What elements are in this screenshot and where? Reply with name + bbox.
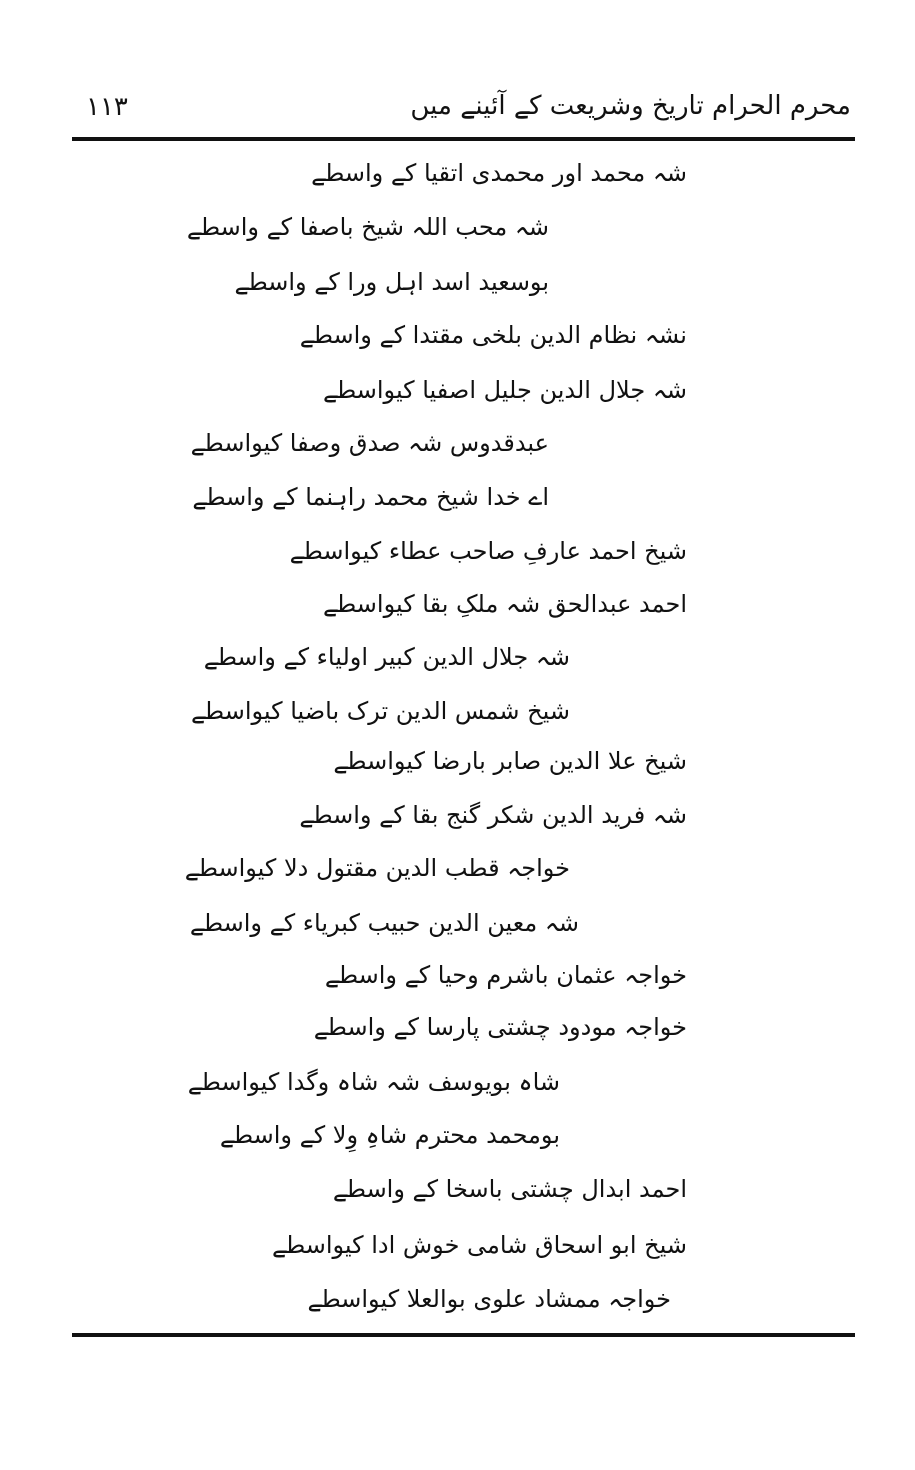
- verse-line: شہ محمد اور محمدی اتقیا کے واسطے: [311, 159, 687, 187]
- page-header: [72, 86, 855, 130]
- verse-line: شہ جلال الدین کبیر اولیاء کے واسطے: [203, 643, 570, 671]
- header-rule: [72, 137, 855, 141]
- verse-line: شہ فرید الدین شکر گنج بقا کے واسطے: [299, 801, 687, 829]
- verse-line: شہ محب اللہ شیخ باصفا کے واسطے: [186, 213, 549, 241]
- verse-line: اے خدا شیخ محمد راہنما کے واسطے: [192, 483, 549, 511]
- verse-line: خواجہ مودود چشتی پارسا کے واسطے: [313, 1013, 687, 1041]
- running-title: محرم الحرام تاریخ وشریعت کے آئینے میں: [410, 91, 851, 121]
- verse-line: شیخ شمس الدین ترک باضیا کیواسطے: [190, 697, 570, 725]
- verse-line: احمد عبدالحق شہ ملکِ بقا کیواسطے: [323, 590, 687, 618]
- page-number: ۱۱۳: [86, 92, 128, 122]
- verse-line: خواجہ ممشاد علوی بوالعلا کیواسطے: [307, 1285, 671, 1313]
- verse-line: احمد ابدال چشتی باسخا کے واسطے: [332, 1175, 687, 1203]
- verse-line: شیخ احمد عارفِ صاحب عطاء کیواسطے: [289, 537, 687, 565]
- verse-line: نشہ نظام الدین بلخی مقتدا کے واسطے: [299, 321, 687, 349]
- verse-line: شہ معین الدین حبیب کبریاء کے واسطے: [189, 909, 579, 937]
- verse-line: خواجہ عثمان باشرم وحیا کے واسطے: [324, 961, 687, 989]
- verse-line: بوسعید اسد اہل ورا کے واسطے: [234, 268, 549, 296]
- verse-line: بومحمد محترم شاہِ وِلا کے واسطے: [219, 1121, 560, 1149]
- footer-rule: [72, 1333, 855, 1337]
- verse-line: عبدقدوس شہ صدق وصفا کیواسطے: [190, 429, 549, 457]
- verse-line: خواجہ قطب الدین مقتول دلا کیواسطے: [184, 854, 570, 882]
- verse-line: شہ جلال الدین جلیل اصفیا کیواسطے: [323, 376, 687, 404]
- verse-line: شیخ علا الدین صابر بارضا کیواسطے: [333, 747, 687, 775]
- verse-line: شاہ بویوسف شہ شاہ وگدا کیواسطے: [187, 1068, 560, 1096]
- verse-line: شیخ ابو اسحاق شامی خوش ادا کیواسطے: [272, 1231, 687, 1259]
